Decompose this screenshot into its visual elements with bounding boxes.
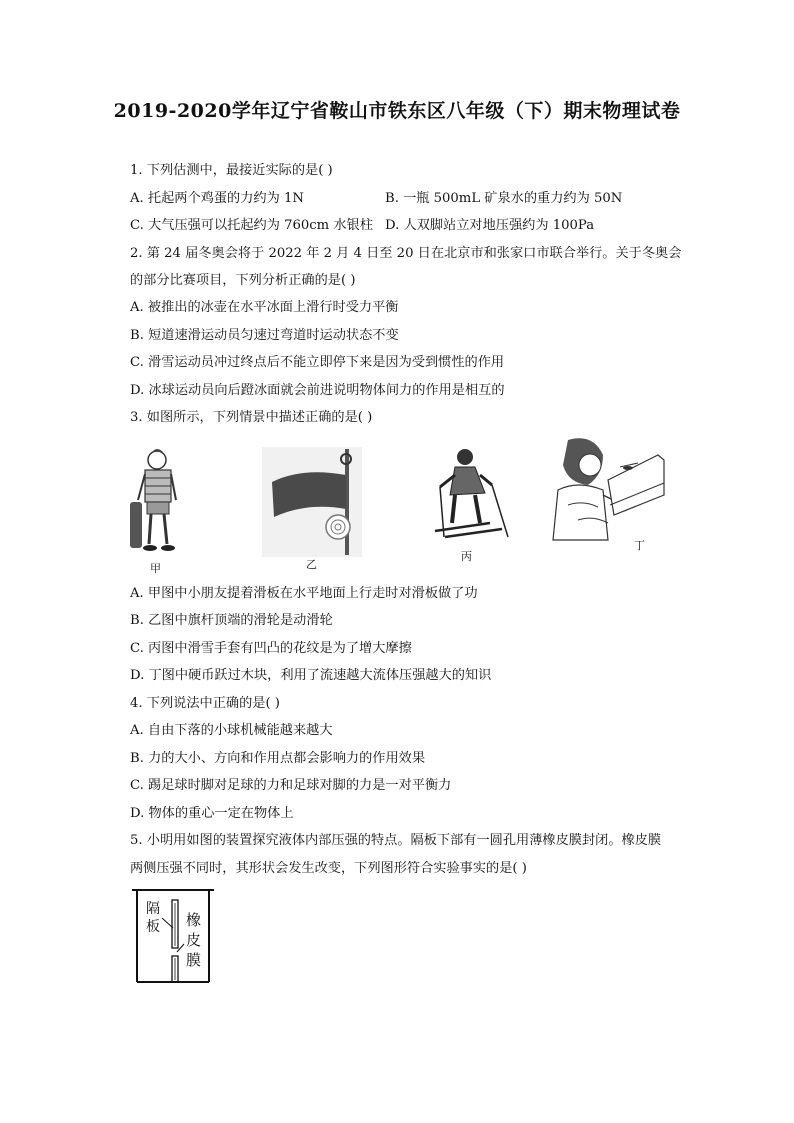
figure-label-yi: 乙 xyxy=(306,558,317,571)
q1-option-c: C. 大气压强可以托起约为 760cm 水银柱 xyxy=(130,218,373,233)
q2-stem-line1: 2. 第 24 届冬奥会将于 2022 年 2 月 4 日至 20 日在北京市和张家口市联合举行。关于冬奥会 xyxy=(130,246,682,261)
figure-yi xyxy=(262,447,362,557)
q3-option-d: D. 丁图中硬币跃过木块，利用了流速越大流体压强越大的知识 xyxy=(130,668,492,683)
partition-label-char-1: 隔 xyxy=(146,901,160,917)
q2-option-a: A. 被推出的冰壶在水平冰面上滑行时受力平衡 xyxy=(130,300,399,315)
page-title: 2019-2020学年辽宁省鞍山市铁东区八年级（下）期末物理试卷 xyxy=(113,100,681,122)
q2-option-d: D. 冰球运动员向后蹬冰面就会前进说明物体间力的作用是相互的 xyxy=(130,383,505,398)
figure-bing xyxy=(430,445,520,545)
q4-option-d: D. 物体的重心一定在物体上 xyxy=(130,806,294,821)
coin-jump-illustration xyxy=(548,435,666,545)
partition-label-char-2: 板 xyxy=(146,919,160,935)
q2-option-b: B. 短道速滑运动员匀速过弯道时运动状态不变 xyxy=(130,328,399,343)
q1-option-d: D. 人双脚站立对地压强约为 100Pa xyxy=(385,218,595,233)
q4-option-b: B. 力的大小、方向和作用点都会影响力的作用效果 xyxy=(130,751,426,766)
membrane-label-char-1: 橡 xyxy=(186,911,202,929)
q1-option-a: A. 托起两个鸡蛋的力约为 1N xyxy=(130,191,304,206)
q3-option-c: C. 丙图中滑雪手套有凹凸的花纹是为了增大摩擦 xyxy=(130,641,412,656)
membrane-label-char-2: 皮 xyxy=(186,931,202,949)
figure-ding xyxy=(548,435,666,545)
q3-option-b: B. 乙图中旗杆顶端的滑轮是动滑轮 xyxy=(130,613,333,628)
figure-container-partition xyxy=(132,888,214,986)
child-with-skateboard-illustration xyxy=(130,440,210,575)
q5-stem-line1: 5. 小明用如图的装置探究液体内部压强的特点。隔板下部有一圆孔用薄橡皮膜封闭。橡皮膜 xyxy=(130,833,662,848)
figure-label-ding: 丁 xyxy=(634,539,645,552)
q4-option-a: A. 自由下落的小球机械能越来越大 xyxy=(130,723,333,738)
skier-illustration xyxy=(430,445,520,545)
figure-jia xyxy=(130,440,210,575)
partition-label xyxy=(146,900,160,936)
q1-stem: 1. 下列估测中，最接近实际的是( ) xyxy=(130,163,333,178)
container-partition-illustration xyxy=(132,888,214,986)
q5-stem-line2: 两侧压强不同时，其形状会发生改变，下列图形符合实验事实的是( ) xyxy=(130,861,527,876)
membrane-label-char-3: 膜 xyxy=(186,951,202,969)
q2-option-c: C. 滑雪运动员冲过终点后不能立即停下来是因为受到惯性的作用 xyxy=(130,355,505,370)
membrane-label xyxy=(186,910,201,970)
figure-label-bing: 丙 xyxy=(461,550,472,563)
q1-option-b: B. 一瓶 500mL 矿泉水的重力约为 50N xyxy=(385,191,623,206)
q4-stem: 4. 下列说法中正确的是( ) xyxy=(130,696,280,711)
q4-option-c: C. 踢足球时脚对足球的力和足球对脚的力是一对平衡力 xyxy=(130,778,452,793)
q3-stem: 3. 如图所示，下列情景中描述正确的是( ) xyxy=(130,410,373,425)
q3-option-a: A. 甲图中小朋友提着滑板在水平地面上行走时对滑板做了功 xyxy=(130,586,478,601)
q2-stem-line2: 的部分比赛项目，下列分析正确的是( ) xyxy=(130,273,356,288)
figure-label-jia: 甲 xyxy=(150,562,161,575)
flagpole-pulley-illustration xyxy=(262,447,362,557)
